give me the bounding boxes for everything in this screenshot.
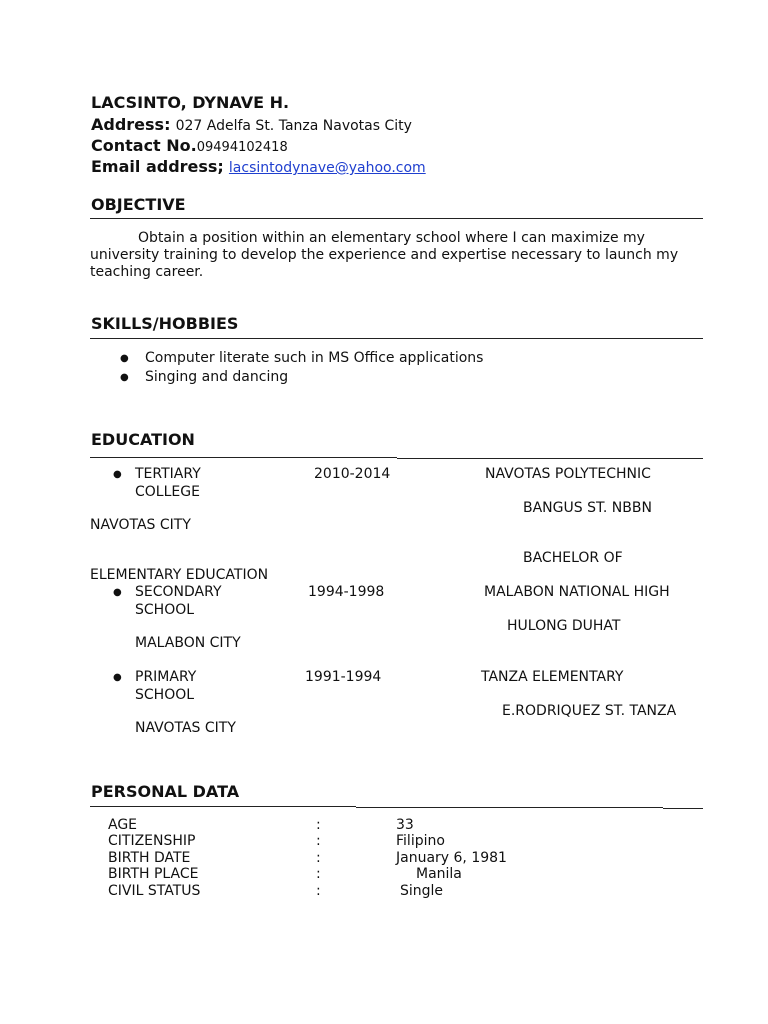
personal-separator: :	[316, 866, 321, 882]
edu-level: TERTIARY	[135, 466, 201, 482]
edu-degree-cont: ELEMENTARY EDUCATION	[90, 567, 269, 583]
skill-item: Computer literate such in MS Office applications	[145, 350, 484, 366]
personal-label: BIRTH DATE	[108, 850, 191, 866]
personal-value: Filipino	[396, 833, 445, 849]
edu-years: 1991-1994	[305, 669, 382, 685]
personal-separator: :	[316, 883, 321, 899]
contact-label: Contact No.	[91, 136, 197, 155]
personal-separator: :	[316, 817, 321, 833]
personal-value: January 6, 1981	[396, 850, 507, 866]
objective-title: OBJECTIVE	[91, 195, 186, 214]
bullet-icon: ●	[113, 469, 122, 480]
skills-title: SKILLS/HOBBIES	[91, 314, 239, 333]
email-line	[91, 157, 426, 176]
edu-level: SECONDARY	[135, 584, 222, 600]
contact-line	[91, 136, 288, 155]
personal-value: 33	[396, 817, 414, 833]
address-line	[91, 115, 412, 134]
personal-divider-mid	[356, 807, 663, 808]
personal-separator: :	[316, 833, 321, 849]
personal-divider-right	[663, 808, 703, 809]
contact-value: 09494102418	[196, 140, 288, 155]
edu-level: PRIMARY	[135, 669, 197, 685]
email-link[interactable]: lacsintodynave@yahoo.com	[228, 160, 426, 176]
personal-title: PERSONAL DATA	[91, 782, 240, 801]
edu-school: NAVOTAS POLYTECHNIC	[485, 466, 651, 482]
edu-school: TANZA ELEMENTARY	[481, 669, 624, 685]
objective-text: Obtain a position within an elementary school where I can maximize my university training to develop the experience and expertise necessary to launch my teaching career.	[90, 230, 679, 280]
edu-level-cont: SCHOOL	[135, 602, 195, 618]
edu-street: HULONG DUHAT	[507, 618, 621, 634]
skills-divider	[90, 338, 703, 339]
edu-city: NAVOTAS CITY	[135, 720, 236, 736]
address-label: Address:	[91, 115, 171, 134]
edu-street: BANGUS ST. NBBN	[523, 500, 652, 516]
personal-label: CITIZENSHIP	[108, 833, 196, 849]
objective-divider	[90, 218, 703, 219]
education-title: EDUCATION	[91, 430, 195, 449]
edu-years: 2010-2014	[314, 466, 391, 482]
personal-label: BIRTH PLACE	[108, 866, 199, 882]
personal-value: Manila	[416, 866, 462, 882]
personal-separator: :	[316, 850, 321, 866]
bullet-icon: ●	[120, 353, 129, 364]
edu-city: MALABON CITY	[135, 635, 241, 651]
bullet-icon: ●	[120, 372, 129, 383]
bullet-icon: ●	[113, 672, 122, 683]
education-divider-right	[397, 458, 703, 459]
skill-item: Singing and dancing	[145, 369, 289, 385]
edu-city: NAVOTAS CITY	[90, 517, 191, 533]
edu-school: MALABON NATIONAL HIGH	[484, 584, 670, 600]
edu-level-cont: COLLEGE	[135, 484, 200, 500]
bullet-icon: ●	[113, 587, 122, 598]
address-value: 027 Adelfa St. Tanza Navotas City	[175, 118, 412, 134]
objective-paragraph	[90, 230, 690, 281]
applicant-name: LACSINTO, DYNAVE H.	[91, 93, 290, 112]
edu-street: E.RODRIQUEZ ST. TANZA	[502, 703, 677, 719]
personal-value: Single	[400, 883, 444, 899]
edu-years: 1994-1998	[308, 584, 385, 600]
edu-degree: BACHELOR OF	[523, 550, 623, 566]
education-divider-left	[90, 457, 397, 458]
personal-label: AGE	[108, 817, 138, 833]
edu-level-cont: SCHOOL	[135, 687, 195, 703]
email-label: Email address;	[91, 157, 224, 176]
personal-divider-left	[90, 806, 356, 807]
personal-label: CIVIL STATUS	[108, 883, 201, 899]
